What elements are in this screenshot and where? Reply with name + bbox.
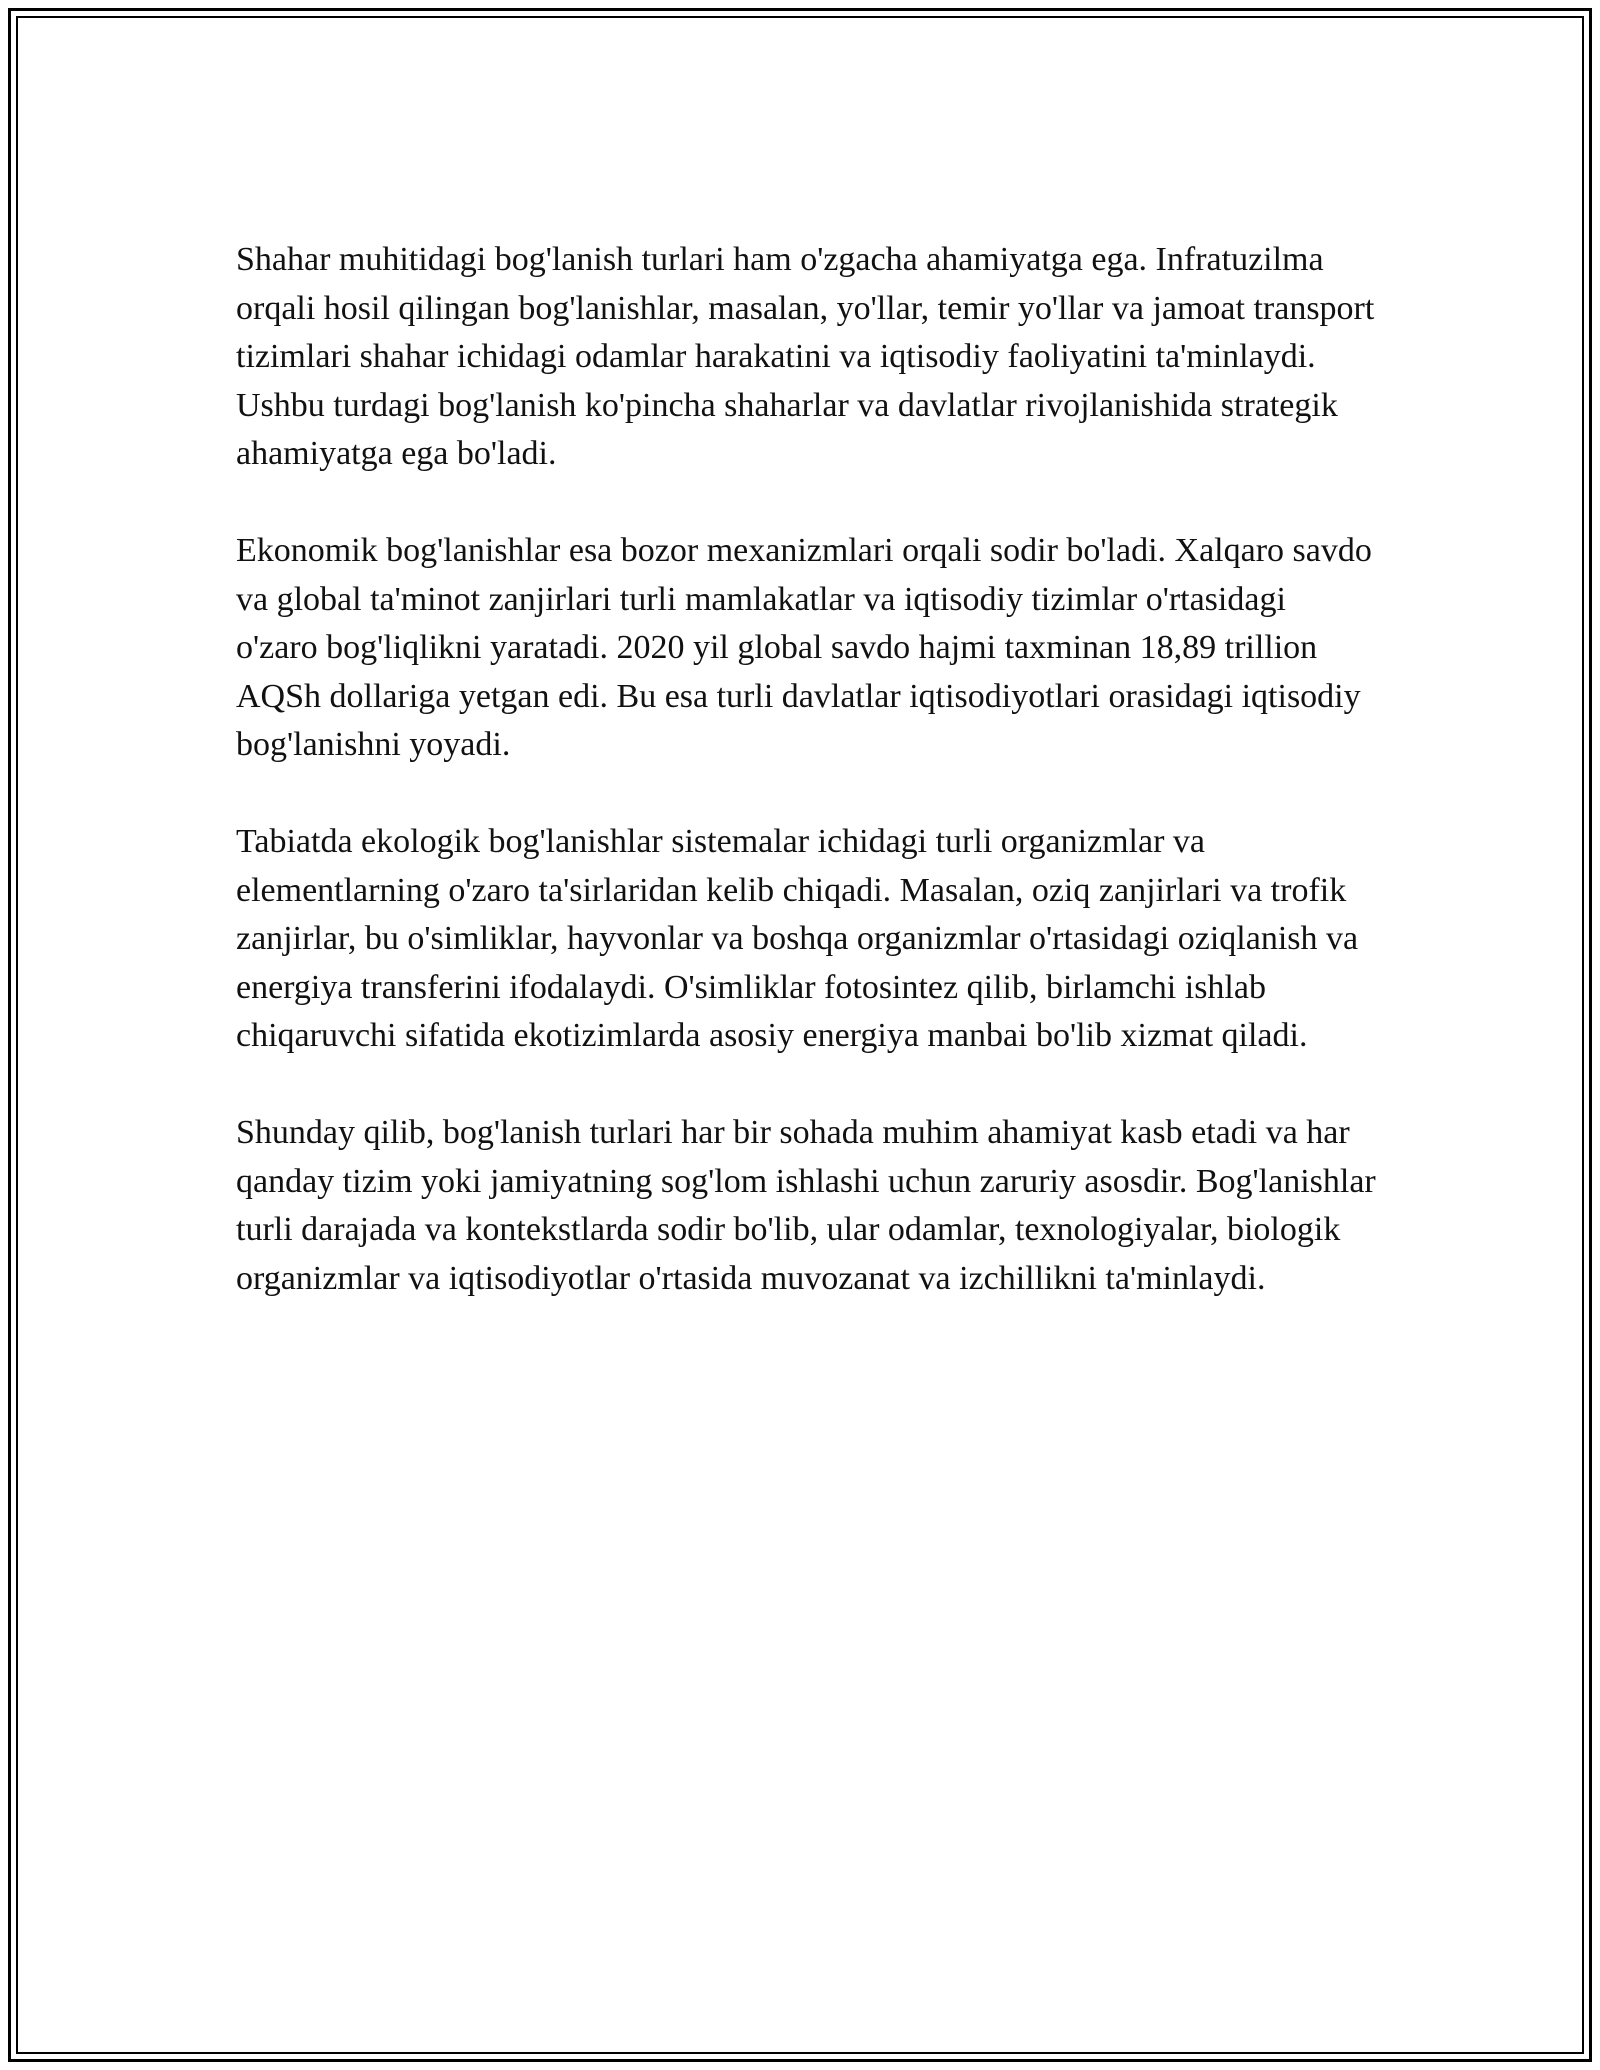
paragraph-ecological-connections: Tabiatda ekologik bog'lanishlar sistemalar ichidagi turli organizmlar va elementlarning o'zaro ta'sirlaridan kelib chiqadi. Masalan, oziq zanjirlari va trofik zanjirlar, bu o'simliklar, hayvonlar va boshqa organizmlar o'rtasidagi oziqlanish va energiya transferini ifodalaydi. O'simliklar fotosintez qilib, birlamchi ishlab chiqaruvchi sifatida ekotizimlarda asosiy energiya manbai bo'lib xizmat qiladi. [236, 823, 1359, 1054]
paragraph-economic-connections: Ekonomik bog'lanishlar esa bozor mexanizmlari orqali sodir bo'ladi. Xalqaro savdo va global ta'minot zanjirlari turli mamlakatlar va iqtisodiy tizimlar o'rtasidagi o'zaro bog'liqlikni yaratadi. 2020 yil global savdo hajmi taxminan 18,89 trillion AQSh dollariga yetgan edi. Bu esa turli davlatlar iqtisodiyotlari orasidagi iqtisodiy bog'lanishni yoyadi. [236, 532, 1372, 763]
paragraph-conclusion: Shunday qilib, bog'lanish turlari har bir sohada muhim ahamiyat kasb etadi va har qanday tizim yoki jamiyatning sog'lom ishlashi uchun zaruriy asosdir. Bog'lanishlar turli darajada va kontekstlarda sodir bo'lib, ular odamlar, texnologiyalar, biologik organizmlar va iqtisodiyotlar o'rtasida muvozanat va izchillikni ta'minlaydi. [236, 1114, 1376, 1297]
document-body [236, 236, 1376, 1352]
paragraph-urban-connections: Shahar muhitidagi bog'lanish turlari ham o'zgacha ahamiyatga ega. Infratuzilma orqali hosil qilingan bog'lanishlar, masalan, yo'llar, temir yo'llar va jamoat transport tizimlari shahar ichidagi odamlar harakatini va iqtisodiy faoliyatini ta'minlaydi. Ushbu turdagi bog'lanish ko'pincha shaharlar va davlatlar rivojlanishida strategik ahamiyatga ega bo'ladi. [236, 241, 1375, 472]
